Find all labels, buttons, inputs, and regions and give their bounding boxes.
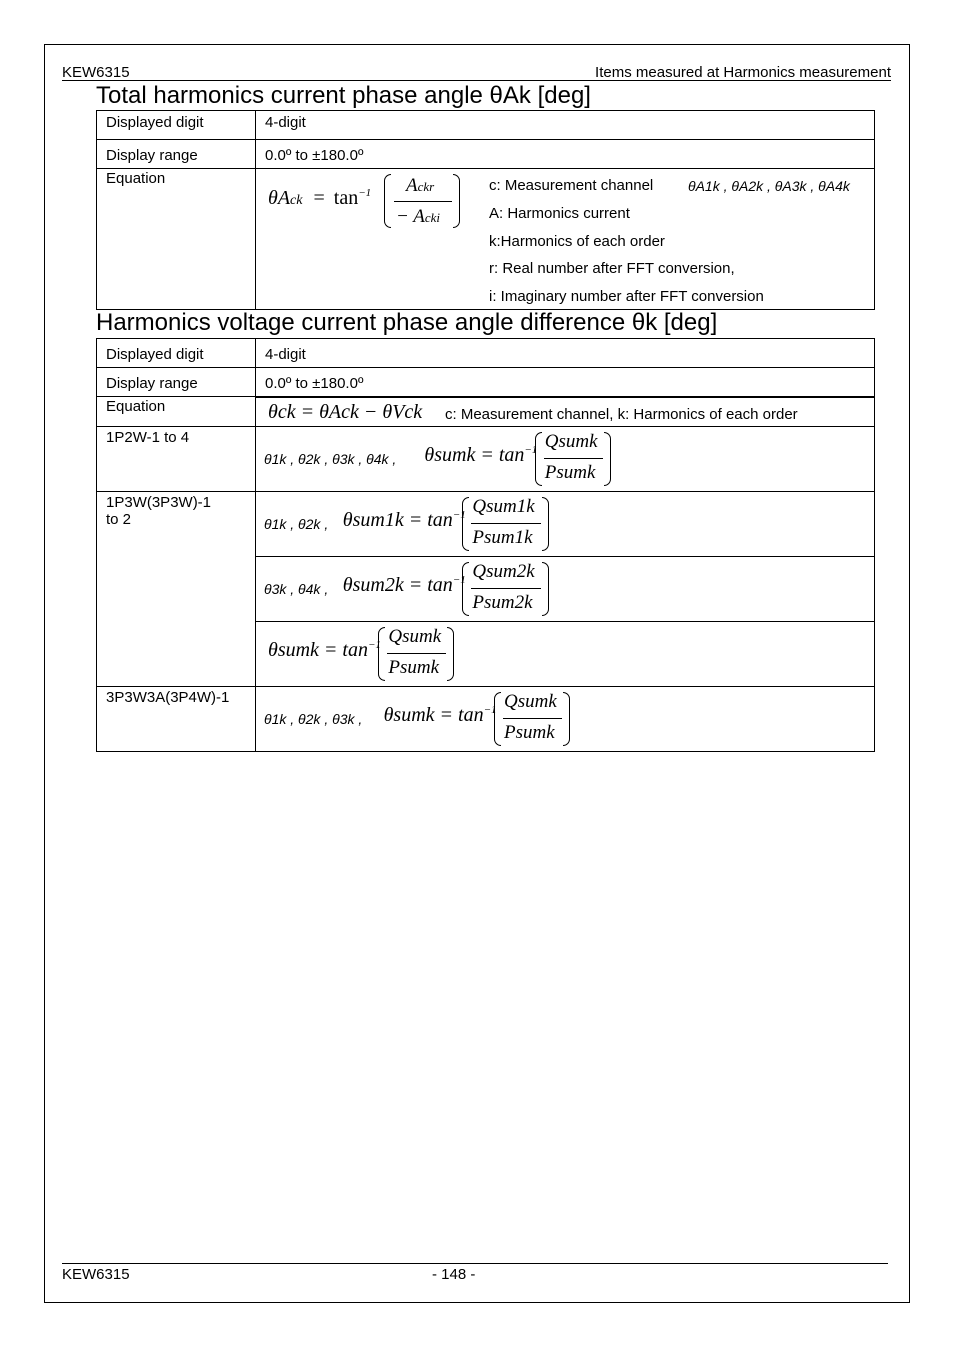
section1-title: Total harmonics current phase angle θAk [deg] xyxy=(96,82,591,109)
right-brace xyxy=(542,562,549,616)
header-section: Items measured at Harmonics measurement xyxy=(595,64,891,81)
row-value: 0.0º to ±180.0º xyxy=(256,368,875,397)
row-label: Equation xyxy=(97,397,256,427)
eq-lhs-sub: ck xyxy=(290,193,303,208)
section1-table xyxy=(96,110,875,310)
right-brace xyxy=(563,692,570,746)
wiring-numerator: Qsum2k xyxy=(472,561,535,582)
right-brace xyxy=(447,627,454,681)
wiring-vars: θ1k , θ2k , xyxy=(264,516,329,532)
wiring-vars: θ1k , θ2k , θ3k , θ4k , xyxy=(264,451,397,467)
wiring-denominator: Psumk xyxy=(544,462,596,483)
left-brace xyxy=(494,692,501,746)
row-value: 4-digit xyxy=(256,339,875,368)
legend-channels: θA1k , θA2k , θA3k , θA4k xyxy=(688,178,850,194)
table-row xyxy=(97,339,875,368)
page-number: - 148 - xyxy=(432,1266,476,1283)
wiring-lhs: θsumk = $\tan^{-1}$ xyxy=(424,444,538,466)
wiring-label: 3P3W3A(3P4W)-1 xyxy=(97,687,256,752)
legend-line: i: Imaginary number after FFT conversion xyxy=(489,288,764,305)
fraction-bar xyxy=(471,588,541,589)
eq-lhs: θA xyxy=(268,187,291,209)
footer-model: KEW6315 xyxy=(62,1266,130,1283)
eq-denominator-sub: cki xyxy=(424,210,440,225)
wiring-denominator: Psumk xyxy=(504,722,555,743)
wiring-denominator: Psumk xyxy=(388,657,440,678)
wiring-numerator: Qsumk xyxy=(504,691,557,712)
wiring-vars: θ1k , θ2k , θ3k , xyxy=(264,711,363,727)
table-row xyxy=(97,368,875,397)
header-rule xyxy=(62,80,891,81)
wiring-lhs: θsumk = $\tan^{-1}$ xyxy=(268,639,381,661)
left-brace xyxy=(535,432,542,486)
wiring-denominator: Psum2k xyxy=(472,592,533,613)
eq-numerator-sub: ckr xyxy=(417,179,435,194)
wiring-numerator: Qsumk xyxy=(544,431,598,452)
legend-line: r: Real number after FFT conversion, xyxy=(489,260,735,277)
eq-denominator: − A xyxy=(396,206,425,227)
footer-rule xyxy=(62,1263,888,1264)
wiring-numerator: Qsumk xyxy=(388,626,442,647)
eq-func: tan xyxy=(333,187,359,209)
row-label: Displayed digit xyxy=(97,339,256,368)
section2-main-equation: θck = θAck − θVck xyxy=(268,401,423,423)
wiring-label: 1P2W-1 to 4 xyxy=(97,427,256,492)
fraction-bar xyxy=(387,653,446,654)
eq-numerator: A xyxy=(406,175,418,196)
fraction-bar xyxy=(471,523,541,524)
row-value: 0.0º to ±180.0º xyxy=(256,140,875,169)
wiring-lhs: $\theta sum1k = \tan^{-1}$ xyxy=(342,509,466,531)
row-label: Displayed digit xyxy=(97,111,256,140)
right-brace xyxy=(453,174,460,228)
legend-line: c: Measurement channel xyxy=(489,177,654,194)
table-row xyxy=(97,140,875,169)
wiring-lhs: $\theta sum2k = \tan^{-1}$ xyxy=(342,574,466,596)
legend-line: A: Harmonics current xyxy=(489,205,630,222)
eq-func-sup: −1 xyxy=(358,187,372,199)
left-brace xyxy=(384,174,391,228)
fraction-bar xyxy=(544,458,603,459)
fraction-bar xyxy=(503,718,562,719)
row-value: 4-digit xyxy=(256,111,875,140)
left-brace xyxy=(462,562,469,616)
row-label: Equation xyxy=(97,169,256,310)
section2-equation-note: c: Measurement channel, k: Harmonics of each order xyxy=(445,406,798,423)
row-label: Display range xyxy=(97,140,256,169)
wiring-lhs: θsumk = $\tan^{-1}$ xyxy=(383,704,497,726)
section2-title: Harmonics voltage current phase angle difference θk [deg] xyxy=(96,309,718,336)
table-row xyxy=(97,111,875,140)
wiring-numerator: Qsum1k xyxy=(472,496,535,517)
left-brace xyxy=(462,497,469,551)
wiring-label: 1P3W(3P3W)-1 to 2 xyxy=(97,492,256,687)
right-brace xyxy=(604,432,611,486)
wiring-vars: θ3k , θ4k , xyxy=(264,581,329,597)
header-model: KEW6315 xyxy=(62,64,130,81)
row-label: Display range xyxy=(97,368,256,397)
left-brace xyxy=(378,627,385,681)
wiring-denominator: Psum1k xyxy=(472,527,533,548)
fraction-bar xyxy=(394,201,452,202)
right-brace xyxy=(542,497,549,551)
legend-line: k:Harmonics of each order xyxy=(489,233,665,250)
